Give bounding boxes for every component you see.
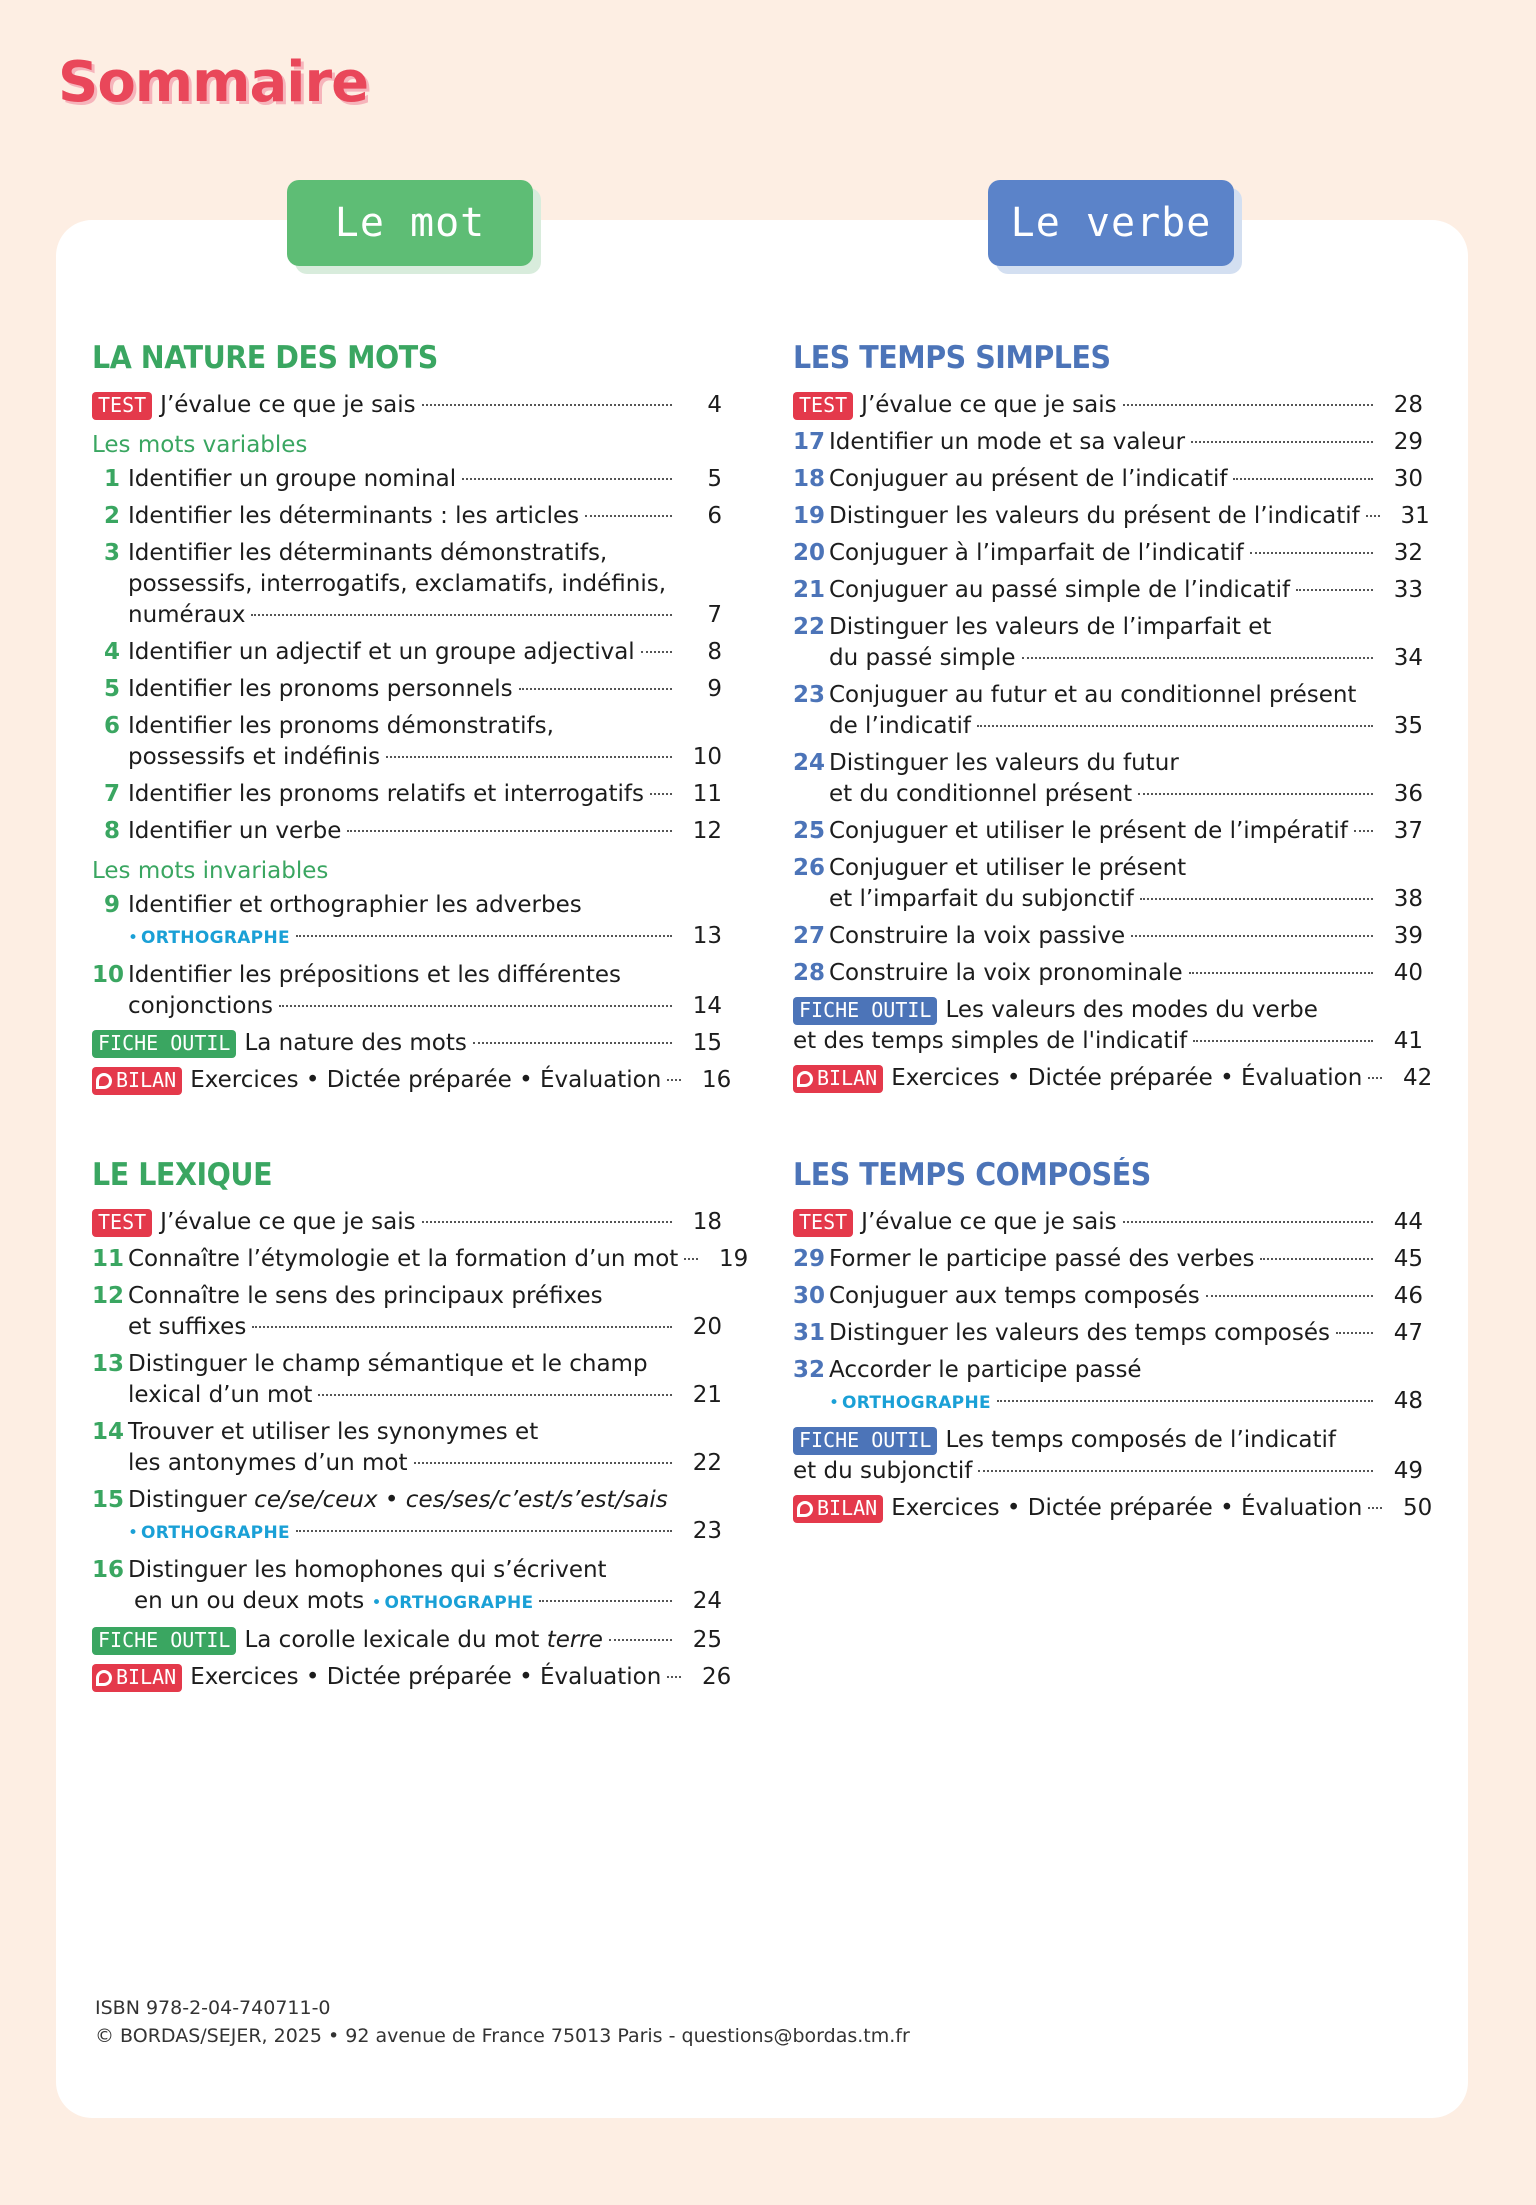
target-icon xyxy=(96,1670,112,1686)
page-number: 34 xyxy=(1393,645,1423,671)
page-number: 40 xyxy=(1393,960,1423,986)
subsection-title: Les mots variables xyxy=(92,432,308,458)
toc-entry-7[interactable] xyxy=(92,779,722,810)
entry-text: Identifier un mode et sa valeur xyxy=(829,429,1186,455)
page-number: 45 xyxy=(1393,1246,1423,1272)
toc-entry-28[interactable] xyxy=(793,958,1423,989)
page-number: 9 xyxy=(707,676,722,702)
entry-number: 24 xyxy=(793,750,826,776)
entry-number: 17 xyxy=(793,429,826,455)
entry-number: 6 xyxy=(103,713,120,739)
toc-entry-29[interactable] xyxy=(793,1244,1423,1275)
toc-entry-fiche-outil[interactable] xyxy=(92,1028,722,1059)
leader-dots xyxy=(296,935,672,937)
leader-dots xyxy=(422,404,672,406)
entry-number: 3 xyxy=(103,540,120,566)
leader-dots xyxy=(414,1462,672,1464)
page-number: 30 xyxy=(1393,466,1423,492)
leader-dots xyxy=(1368,1507,1382,1509)
toc-entry-10[interactable] xyxy=(92,960,722,1022)
entry-number: 8 xyxy=(103,818,120,844)
page-number: 7 xyxy=(707,602,722,628)
bilan-label: BILAN xyxy=(817,1496,878,1520)
orthographe-tag: ORTHOGRAPHE xyxy=(141,1523,290,1543)
leader-dots xyxy=(1366,515,1380,517)
section-title: LE LEXIQUE xyxy=(92,1157,273,1193)
page-number: 28 xyxy=(1393,392,1423,418)
leader-dots xyxy=(296,1530,672,1532)
leader-dots xyxy=(1131,935,1373,937)
page-number: 47 xyxy=(1393,1320,1423,1346)
toc-entry-22[interactable] xyxy=(793,612,1423,674)
entry-text: Les valeurs des modes du verbe xyxy=(945,997,1318,1023)
fiche-outil-badge: FICHE OUTIL xyxy=(793,997,937,1025)
entry-text: et l’imparfait du subjonctif xyxy=(829,886,1134,912)
leader-dots xyxy=(539,1600,672,1602)
entry-number: 19 xyxy=(793,503,826,529)
page-number: 8 xyxy=(707,639,722,665)
page-number: 12 xyxy=(692,818,722,844)
toc-entry-fiche-outil[interactable] xyxy=(793,995,1423,1057)
toc-entry-bilan[interactable] xyxy=(793,1493,1433,1524)
leader-dots xyxy=(279,1005,672,1007)
page-number: 32 xyxy=(1393,540,1423,566)
leader-dots xyxy=(1233,478,1373,480)
toc-entry-11[interactable] xyxy=(92,1244,749,1275)
entry-text: Identifier et orthographier les adverbes xyxy=(128,892,582,918)
entry-number: 13 xyxy=(92,1351,125,1377)
entry-text-italic: ce/se/ceux xyxy=(254,1487,378,1513)
toc-entry-23[interactable] xyxy=(793,680,1423,742)
entry-text: Conjuguer au futur et au conditionnel présent xyxy=(829,682,1357,708)
entry-number: 9 xyxy=(103,892,120,918)
bilan-badge xyxy=(793,1495,883,1523)
entry-text: Distinguer les valeurs du présent de l’indicatif xyxy=(829,503,1360,529)
leader-dots xyxy=(667,1676,681,1678)
page-number: 10 xyxy=(692,744,722,770)
page-number: 5 xyxy=(707,466,722,492)
copyright: © BORDAS/SEJER, 2025 • 92 avenue de France 75013 Paris - questions@bordas.tm.fr xyxy=(95,2025,910,2047)
bullet-dot: • xyxy=(128,928,139,948)
leader-dots xyxy=(1250,552,1373,554)
entry-text: possessifs et indéfinis xyxy=(128,744,381,770)
test-badge: TEST xyxy=(793,392,853,420)
toc-entry-15[interactable] xyxy=(92,1485,722,1549)
entry-text: de l’indicatif xyxy=(829,713,971,739)
toc-entry-13[interactable] xyxy=(92,1349,722,1411)
entry-text: et suffixes xyxy=(128,1314,247,1340)
entry-number: 21 xyxy=(793,577,826,603)
page-number: 23 xyxy=(692,1518,722,1544)
entry-number: 22 xyxy=(793,614,826,640)
footer xyxy=(95,1994,910,2050)
bilan-badge xyxy=(793,1065,883,1093)
entry-text: Accorder le participe passé xyxy=(829,1357,1142,1383)
page-number: 22 xyxy=(692,1450,722,1476)
page-number: 20 xyxy=(692,1314,722,1340)
leader-dots xyxy=(1260,1258,1373,1260)
entry-text: Identifier les prépositions et les différentes xyxy=(128,962,621,988)
bilan-label: BILAN xyxy=(817,1066,878,1090)
entry-text: Distinguer les valeurs des temps composés xyxy=(829,1320,1330,1346)
leader-dots xyxy=(641,651,672,653)
leader-dots xyxy=(251,614,672,616)
entry-text: Les temps composés de l’indicatif xyxy=(945,1427,1336,1453)
leader-dots xyxy=(252,1326,672,1328)
page-number: 24 xyxy=(692,1588,722,1614)
isbn: ISBN 978-2-04-740711-0 xyxy=(95,1997,331,2019)
page-number: 49 xyxy=(1393,1458,1423,1484)
leader-dots xyxy=(1189,972,1373,974)
bullet-dot: • xyxy=(128,1523,139,1543)
entry-number: 28 xyxy=(793,960,826,986)
toc-entry-1[interactable] xyxy=(92,464,722,495)
entry-text: et des temps simples de l'indicatif xyxy=(793,1028,1188,1054)
entry-number: 18 xyxy=(793,466,826,492)
leader-dots xyxy=(347,830,672,832)
entry-text-italic: terre xyxy=(546,1627,603,1653)
entry-number: 5 xyxy=(103,676,120,702)
toc-entry-3[interactable] xyxy=(92,538,722,631)
tab-le-mot: Le mot xyxy=(287,180,533,266)
leader-dots xyxy=(667,1079,681,1081)
page-number: 31 xyxy=(1400,503,1430,529)
entry-text: Identifier les pronoms relatifs et interrogatifs xyxy=(128,781,644,807)
entry-text: Identifier les déterminants démonstratifs, xyxy=(128,540,608,566)
page-number: 19 xyxy=(719,1246,749,1272)
bilan-badge xyxy=(92,1067,182,1095)
page-number: 39 xyxy=(1393,923,1423,949)
page-number: 33 xyxy=(1393,577,1423,603)
page-number: 16 xyxy=(702,1067,732,1093)
entry-text: La corolle lexicale du mot xyxy=(244,1627,540,1653)
entry-text: possessifs, interrogatifs, exclamatifs, indéfinis, xyxy=(128,571,667,597)
page-number: 29 xyxy=(1393,429,1423,455)
entry-text: J’évalue ce que je sais xyxy=(160,392,416,418)
entry-number: 32 xyxy=(793,1357,826,1383)
entry-text: Identifier les déterminants : les articles xyxy=(128,503,580,529)
orthographe-tag: ORTHOGRAPHE xyxy=(141,928,290,948)
leader-dots xyxy=(650,793,672,795)
entry-number: 11 xyxy=(92,1246,125,1272)
page-number: 21 xyxy=(692,1382,722,1408)
toc-entry-bilan[interactable] xyxy=(92,1065,732,1096)
entry-text: Identifier un verbe xyxy=(128,818,342,844)
leader-dots xyxy=(422,1221,672,1223)
toc-entry-fiche-outil[interactable] xyxy=(793,1425,1423,1487)
entry-text: numéraux xyxy=(128,602,246,628)
entry-text: Identifier les pronoms personnels xyxy=(128,676,513,702)
entry-text: conjonctions xyxy=(128,993,274,1019)
entry-number: 12 xyxy=(92,1283,125,1309)
leader-dots xyxy=(1022,657,1373,659)
entry-text: Conjuguer à l’imparfait de l’indicatif xyxy=(829,540,1244,566)
toc-entry-fiche-outil[interactable] xyxy=(92,1625,722,1656)
bullet-dot: • xyxy=(829,1393,840,1413)
bullet-dot: • xyxy=(371,1593,382,1613)
target-icon xyxy=(797,1501,813,1517)
fiche-outil-badge: FICHE OUTIL xyxy=(92,1627,236,1655)
entry-text: Conjuguer et utiliser le présent xyxy=(829,855,1187,881)
page-number: 6 xyxy=(707,503,722,529)
toc-entry-19[interactable] xyxy=(793,501,1430,532)
entry-number: 31 xyxy=(793,1320,826,1346)
page-number: 46 xyxy=(1393,1283,1423,1309)
bilan-badge xyxy=(92,1664,182,1692)
target-icon xyxy=(797,1071,813,1087)
entry-text: Distinguer les valeurs du futur xyxy=(829,750,1179,776)
leader-dots xyxy=(977,725,1373,727)
entry-text: Distinguer les homophones qui s’écrivent xyxy=(128,1557,607,1583)
entry-text: Distinguer le champ sémantique et le champ xyxy=(128,1351,648,1377)
orthographe-tag: ORTHOGRAPHE xyxy=(842,1393,991,1413)
bilan-label: BILAN xyxy=(116,1068,177,1092)
tab-le-verbe: Le verbe xyxy=(988,180,1234,266)
leader-dots xyxy=(1368,1077,1382,1079)
toc-entry-12[interactable] xyxy=(92,1281,722,1343)
leader-dots xyxy=(519,688,672,690)
entry-number: 4 xyxy=(103,639,120,665)
leader-dots xyxy=(1138,793,1373,795)
entry-text: Exercices • Dictée préparée • Évaluation xyxy=(190,1067,662,1093)
toc-entry-27[interactable] xyxy=(793,921,1423,952)
leader-dots xyxy=(1123,404,1373,406)
toc-entry-18[interactable] xyxy=(793,464,1423,495)
leader-dots xyxy=(1354,830,1373,832)
entry-text: en un ou deux mots xyxy=(134,1588,365,1614)
section-lexique xyxy=(92,1157,749,1699)
entry-text: les antonymes d’un mot xyxy=(128,1450,408,1476)
page-number: 41 xyxy=(1393,1028,1423,1054)
entry-number: 10 xyxy=(92,962,125,988)
entry-text: J’évalue ce que je sais xyxy=(160,1209,416,1235)
toc-entry-24[interactable] xyxy=(793,748,1423,810)
entry-text: Distinguer les valeurs de l’imparfait et xyxy=(829,614,1272,640)
entry-number: 2 xyxy=(103,503,120,529)
page-number: 38 xyxy=(1393,886,1423,912)
leader-dots xyxy=(609,1639,672,1641)
test-badge: TEST xyxy=(793,1209,853,1237)
entry-text: J’évalue ce que je sais xyxy=(861,1209,1117,1235)
test-badge: TEST xyxy=(92,392,152,420)
entry-text: Identifier les pronoms démonstratifs, xyxy=(128,713,554,739)
leader-dots xyxy=(473,1042,672,1044)
entry-number: 1 xyxy=(103,466,120,492)
leader-dots xyxy=(1123,1221,1373,1223)
leader-dots xyxy=(1296,589,1373,591)
page-number: 15 xyxy=(692,1030,722,1056)
page-number: 18 xyxy=(692,1209,722,1235)
entry-text: Exercices • Dictée préparée • Évaluation xyxy=(190,1664,662,1690)
entry-number: 14 xyxy=(92,1419,125,1445)
entry-text: Connaître le sens des principaux préfixes xyxy=(128,1283,603,1309)
page-number: 35 xyxy=(1393,713,1423,739)
leader-dots xyxy=(978,1470,1373,1472)
toc-entry-6[interactable] xyxy=(92,711,722,773)
leader-dots xyxy=(1191,441,1373,443)
page-number: 13 xyxy=(692,923,722,949)
toc-entry-17[interactable] xyxy=(793,427,1423,458)
entry-text-italic: ces/ses/c’est/s’est/sais xyxy=(405,1487,668,1513)
section-temps-composes xyxy=(793,1157,1433,1530)
section-title: LES TEMPS SIMPLES xyxy=(793,340,1111,376)
entry-text: Identifier un groupe nominal xyxy=(128,466,457,492)
leader-dots xyxy=(1206,1295,1373,1297)
fiche-outil-badge: FICHE OUTIL xyxy=(92,1030,236,1058)
page-number: 37 xyxy=(1393,818,1423,844)
entry-text: Former le participe passé des verbes xyxy=(829,1246,1255,1272)
subsection-title: Les mots invariables xyxy=(92,858,329,884)
page-number: 26 xyxy=(702,1664,732,1690)
entry-text: Identifier un adjectif et un groupe adjectival xyxy=(128,639,635,665)
orthographe-tag: ORTHOGRAPHE xyxy=(384,1593,534,1613)
fiche-outil-badge: FICHE OUTIL xyxy=(793,1427,937,1455)
entry-text: Conjuguer et utiliser le présent de l’impératif xyxy=(829,818,1348,844)
entry-text: Conjuguer aux temps composés xyxy=(829,1283,1200,1309)
entry-text: La nature des mots xyxy=(244,1030,467,1056)
toc-entry-test[interactable] xyxy=(92,390,722,421)
toc-entry-test[interactable] xyxy=(793,1207,1423,1238)
toc-entry-31[interactable] xyxy=(793,1318,1423,1349)
entry-text: lexical d’un mot xyxy=(128,1382,313,1408)
entry-text: et du subjonctif xyxy=(793,1458,973,1484)
toc-entry-bilan[interactable] xyxy=(793,1063,1433,1094)
entry-text: et du conditionnel présent xyxy=(829,781,1133,807)
page-number: 48 xyxy=(1393,1388,1423,1414)
toc-entry-bilan[interactable] xyxy=(92,1662,732,1693)
toc-entry-2[interactable] xyxy=(92,501,722,532)
entry-number: 20 xyxy=(793,540,826,566)
entry-number: 23 xyxy=(793,682,826,708)
toc-entry-test[interactable] xyxy=(92,1207,722,1238)
leader-dots xyxy=(386,756,672,758)
section-title: LA NATURE DES MOTS xyxy=(92,340,438,376)
toc-entry-16[interactable] xyxy=(92,1555,722,1619)
toc-entry-14[interactable] xyxy=(92,1417,722,1479)
entry-text: Conjuguer au passé simple de l’indicatif xyxy=(829,577,1291,603)
toc-entry-9[interactable] xyxy=(92,890,722,954)
page-number: 50 xyxy=(1403,1495,1433,1521)
entry-text: Construire la voix pronominale xyxy=(829,960,1183,986)
entry-text: Distinguer xyxy=(128,1487,247,1513)
leader-dots xyxy=(1140,898,1373,900)
leader-dots xyxy=(684,1258,698,1260)
entry-number: 30 xyxy=(793,1283,826,1309)
bilan-label: BILAN xyxy=(116,1665,177,1689)
toc-entry-4[interactable] xyxy=(92,637,722,668)
toc-entry-5[interactable] xyxy=(92,674,722,705)
entry-number: 29 xyxy=(793,1246,826,1272)
page-number: 42 xyxy=(1403,1065,1433,1091)
section-nature-des-mots xyxy=(92,340,732,1102)
entry-number: 25 xyxy=(793,818,826,844)
toc-entry-test[interactable] xyxy=(793,390,1423,421)
page-number: 25 xyxy=(692,1627,722,1653)
leader-dots xyxy=(585,515,672,517)
target-icon xyxy=(96,1073,112,1089)
leader-dots xyxy=(1336,1332,1373,1334)
entry-text: J’évalue ce que je sais xyxy=(861,392,1117,418)
entry-text: Conjuguer au présent de l’indicatif xyxy=(829,466,1228,492)
separator-dot: • xyxy=(384,1487,399,1513)
toc-entry-21[interactable] xyxy=(793,575,1423,606)
page-number: 44 xyxy=(1393,1209,1423,1235)
page-number: 4 xyxy=(707,392,722,418)
entry-text: Construire la voix passive xyxy=(829,923,1126,949)
entry-text: Connaître l’étymologie et la formation d’un mot xyxy=(128,1246,679,1272)
page-number: 14 xyxy=(692,993,722,1019)
toc-entry-25[interactable] xyxy=(793,816,1423,847)
section-temps-simples xyxy=(793,340,1433,1100)
page-title: Sommaire xyxy=(58,50,369,115)
toc-entry-20[interactable] xyxy=(793,538,1423,569)
leader-dots xyxy=(1193,1040,1373,1042)
entry-number: 26 xyxy=(793,855,826,881)
page-number: 36 xyxy=(1393,781,1423,807)
entry-text: du passé simple xyxy=(829,645,1016,671)
entry-text: Exercices • Dictée préparée • Évaluation xyxy=(891,1065,1363,1091)
toc-entry-32[interactable] xyxy=(793,1355,1423,1419)
toc-entry-30[interactable] xyxy=(793,1281,1423,1312)
entry-text: Trouver et utiliser les synonymes et xyxy=(128,1419,539,1445)
test-badge: TEST xyxy=(92,1209,152,1237)
entry-text: Exercices • Dictée préparée • Évaluation xyxy=(891,1495,1363,1521)
entry-number: 16 xyxy=(92,1557,125,1583)
leader-dots xyxy=(462,478,672,480)
leader-dots xyxy=(997,1400,1373,1402)
toc-entry-8[interactable] xyxy=(92,816,722,847)
entry-number: 27 xyxy=(793,923,826,949)
entry-number: 7 xyxy=(103,781,120,807)
leader-dots xyxy=(318,1394,672,1396)
entry-number: 15 xyxy=(92,1487,125,1513)
toc-entry-26[interactable] xyxy=(793,853,1423,915)
page-number: 11 xyxy=(692,781,722,807)
section-title: LES TEMPS COMPOSÉS xyxy=(793,1157,1151,1193)
